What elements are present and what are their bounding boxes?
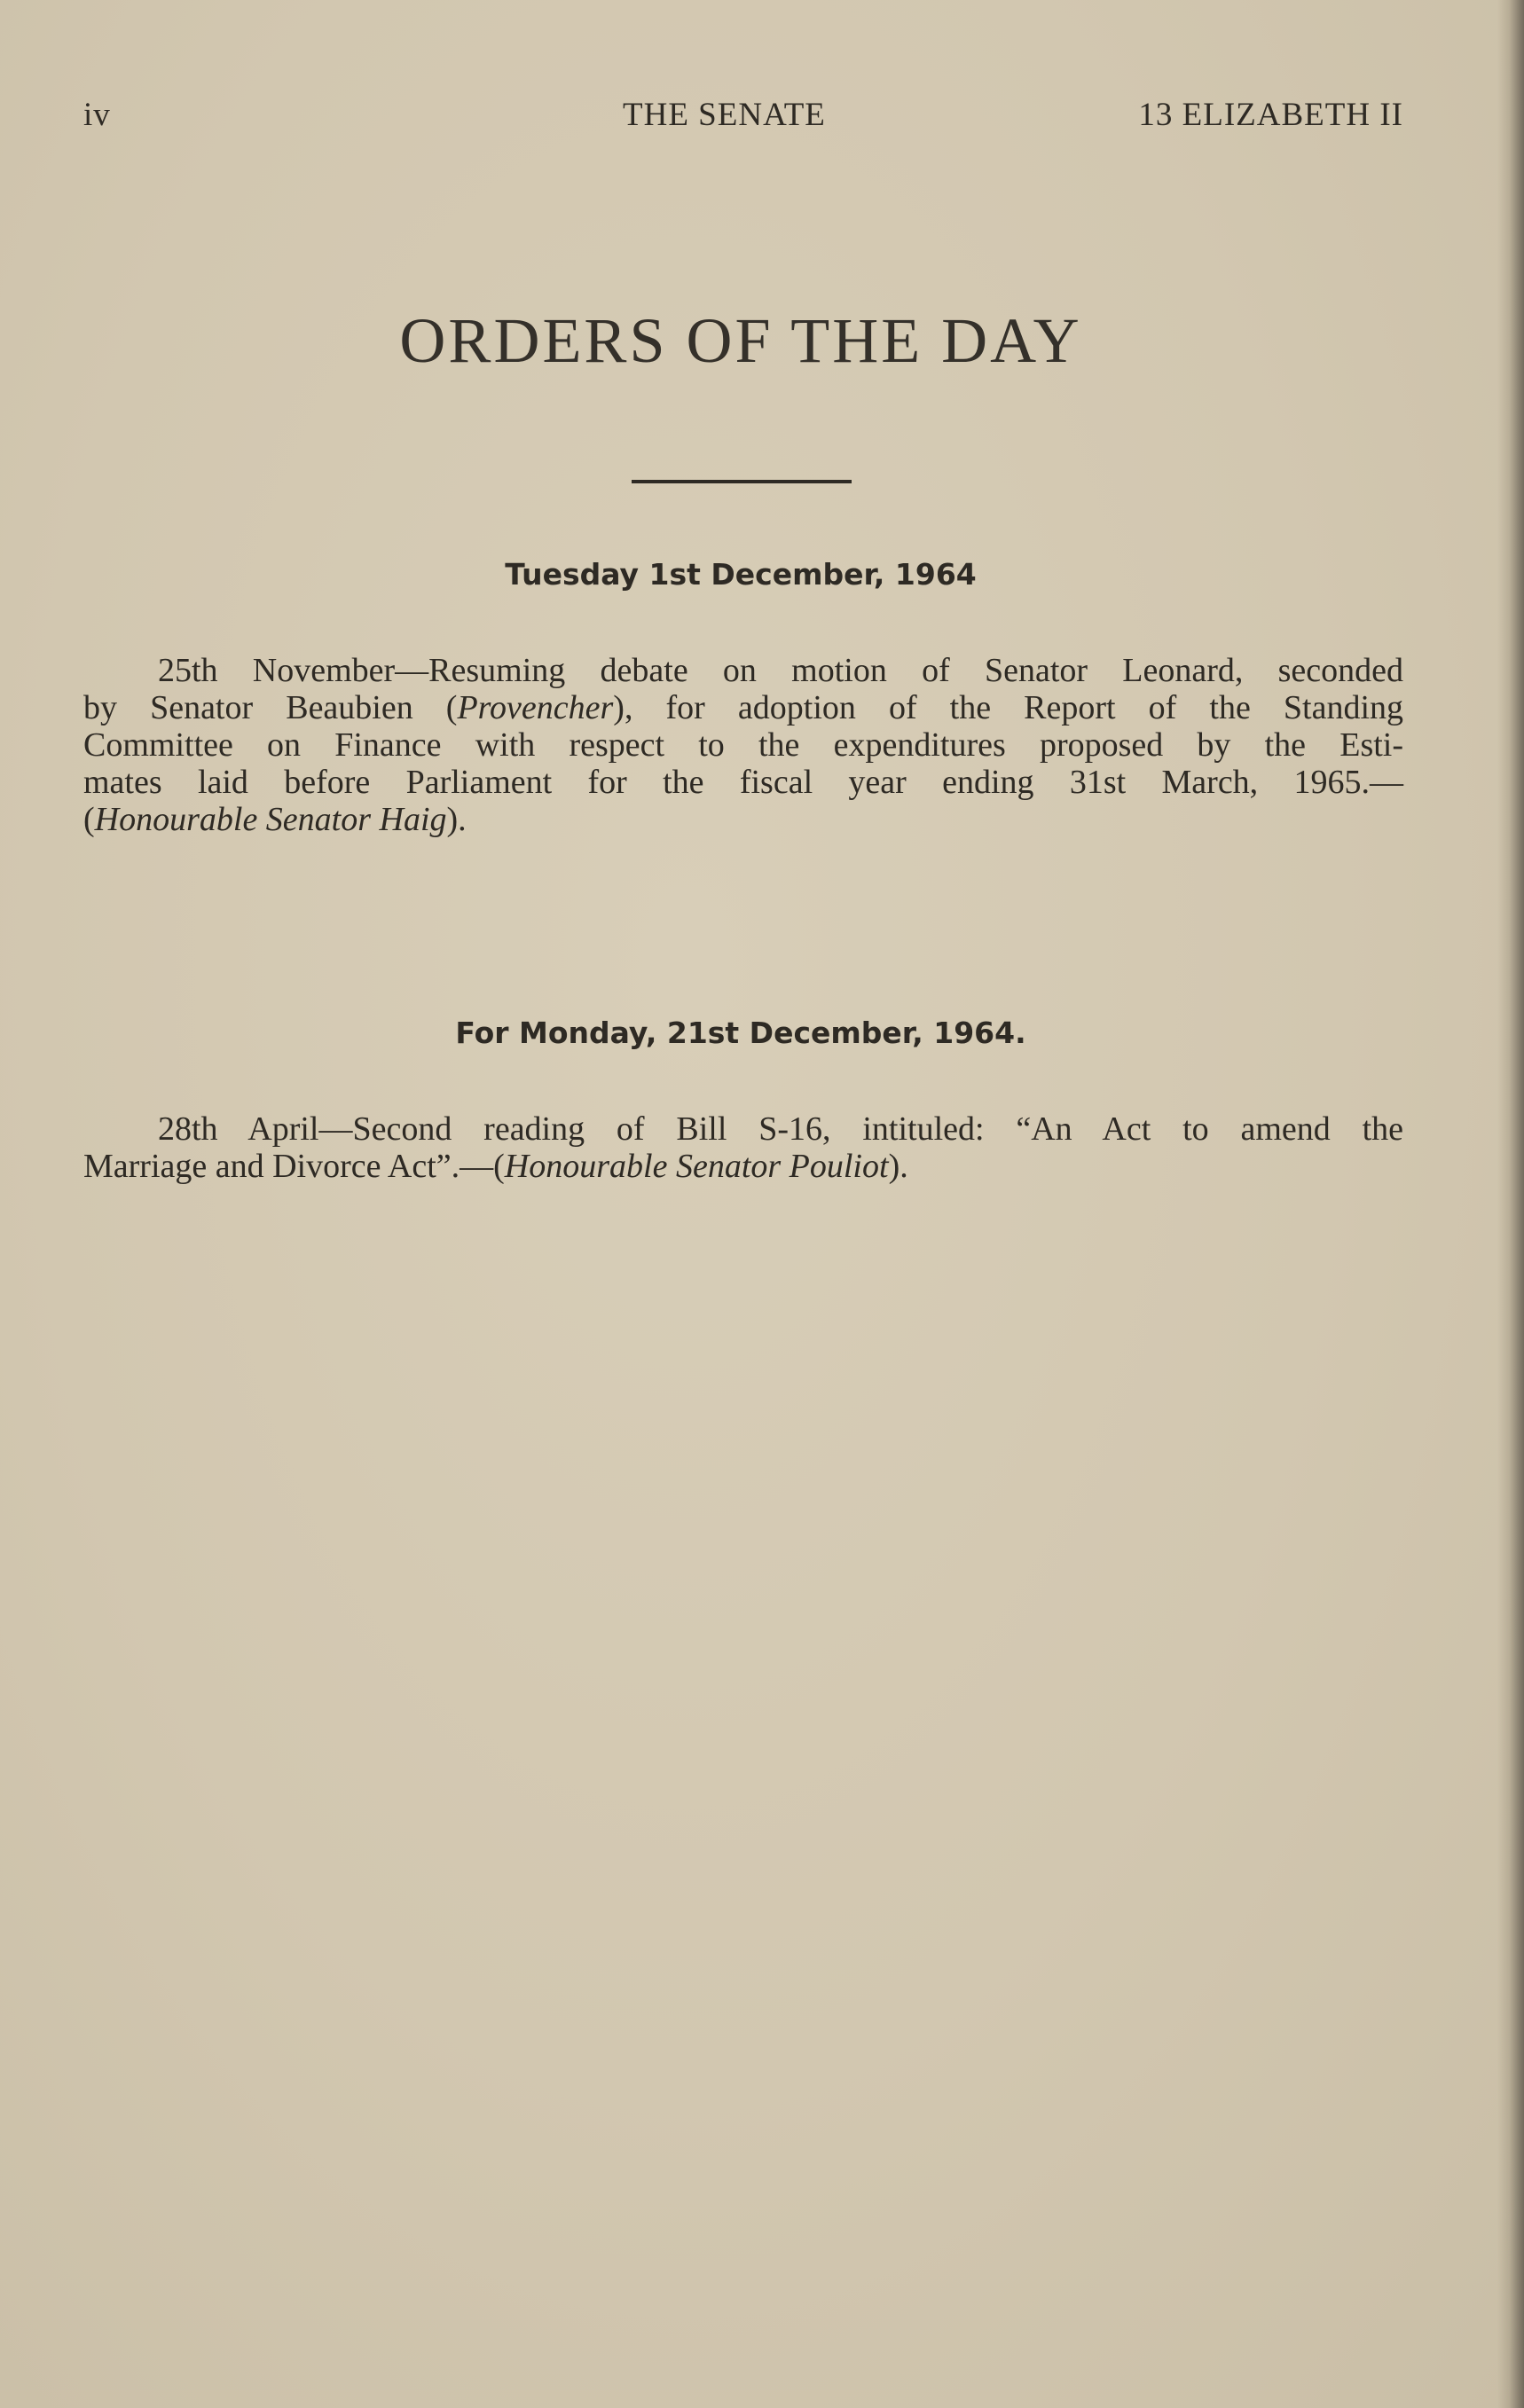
- page-number: iv: [83, 97, 111, 133]
- paragraph-line: mates laid before Parliament for the fiscal year ending 31st March, 1965.—: [83, 764, 1403, 801]
- running-head-title: THE SENATE: [623, 97, 826, 133]
- senator-attribution: Honourable Senator Haig: [94, 801, 447, 838]
- paragraph-line: 25th November—Resuming debate on motion of Senator Leonard, seconded: [158, 652, 1403, 689]
- regnal-year: 13 ELIZABETH II: [1138, 97, 1403, 133]
- section-date-heading: Tuesday 1st December, 1964: [505, 557, 977, 592]
- paragraph-line: 28th April—Second reading of Bill S-16, intituled: “An Act to amend the: [158, 1110, 1403, 1148]
- title-rule: [632, 480, 852, 483]
- paragraph-line: by Senator Beaubien (Provencher), for adoption of the Report of the Standing: [83, 689, 1404, 726]
- order-item-paragraph: [83, 1110, 1403, 1185]
- riding-name: Provencher: [457, 689, 614, 726]
- paragraph-line: (Honourable Senator Haig).: [83, 801, 467, 838]
- paragraph-line: Marriage and Divorce Act”.—(Honourable Senator Pouliot).: [83, 1148, 908, 1185]
- senator-attribution: Honourable Senator Pouliot: [504, 1148, 889, 1185]
- page-edge-shadow: [1497, 0, 1524, 2408]
- running-head: [83, 96, 1403, 135]
- page-title: ORDERS OF THE DAY: [399, 305, 1082, 376]
- section-date-heading: For Monday, 21st December, 1964.: [455, 1016, 1026, 1050]
- paragraph-line: Committee on Finance with respect to the expenditures proposed by the Esti-: [83, 726, 1403, 764]
- order-item-paragraph: [83, 652, 1403, 838]
